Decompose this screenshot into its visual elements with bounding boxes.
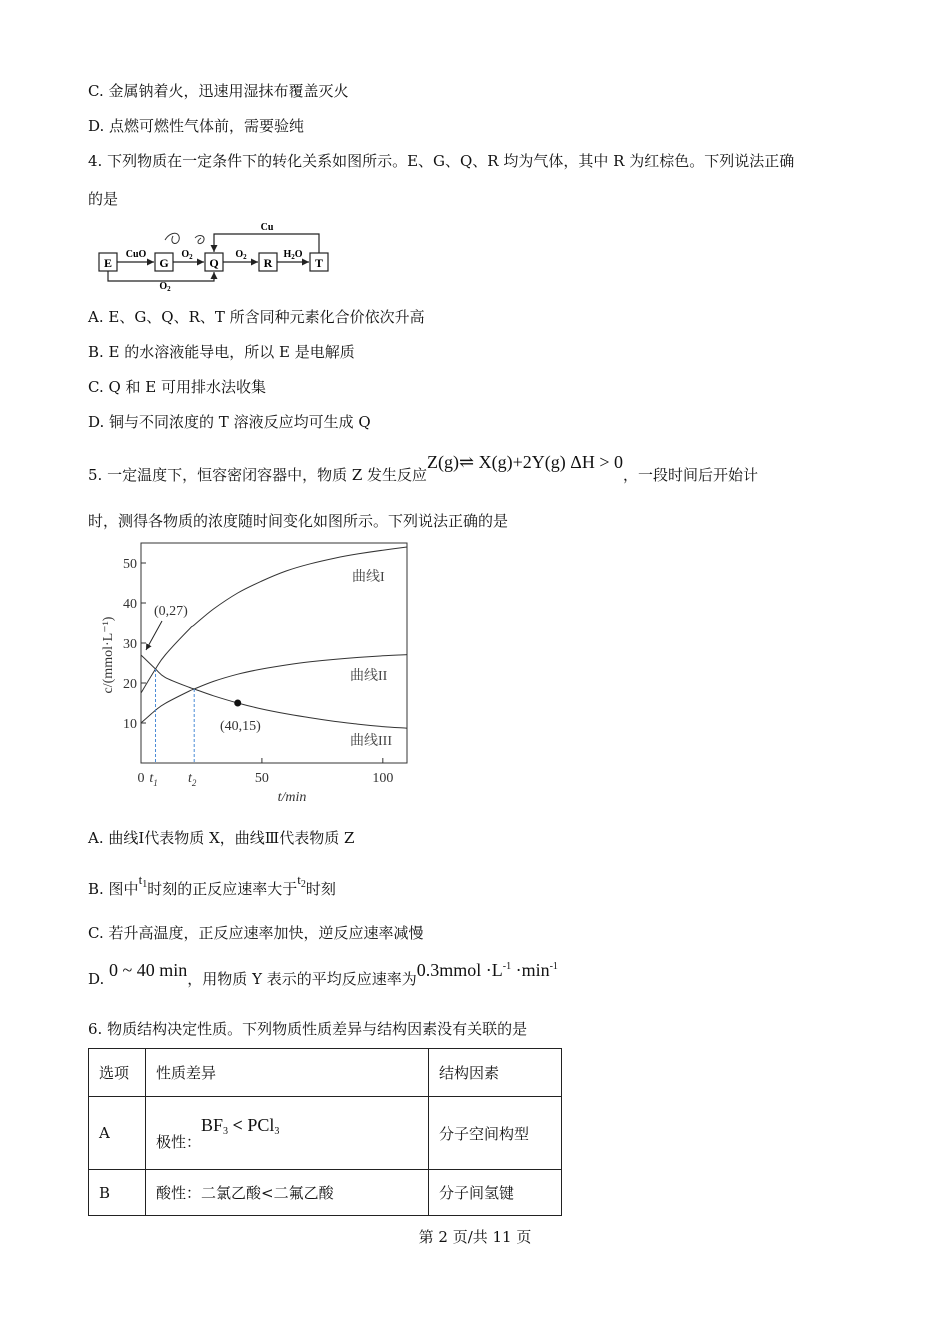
row-a-factor: 分子空间构型 — [429, 1097, 562, 1170]
q3-option-c: C. 金属钠着火，迅速用湿抹布覆盖灭火 — [88, 82, 349, 100]
q5-stem-b: ，一段时间后开始计 — [622, 466, 758, 484]
q5-option-d-range: 0 ~ 40 min — [109, 960, 188, 980]
q5-option-d-rate: 0.3mmol $\cdot L^{-1} \cdot\min^{-1}$ — [416, 960, 558, 980]
label-e-g: CuO — [125, 249, 147, 260]
table-row — [89, 1097, 562, 1170]
y-tick-label: 30 — [123, 637, 137, 652]
q5-option-b-text-c: 时刻 — [305, 880, 336, 898]
t-marker-label: $t_2$ — [188, 771, 197, 788]
node-q: Q — [209, 256, 219, 270]
node-t: T — [314, 256, 324, 270]
row-b-factor: 分子间氢键 — [429, 1170, 562, 1216]
header-property: 性质差异 — [146, 1049, 429, 1097]
label-e-q: $O_2$ — [159, 281, 171, 293]
annotation-arrow — [146, 621, 162, 650]
q5-option-b-t2: $t_2$ — [297, 872, 306, 890]
q5-stem-a: 5. 一定温度下，恒容密闭容器中，物质 Z 发生反应 — [88, 466, 428, 484]
q5-concentration-chart — [90, 535, 420, 810]
series-label-1: 曲线I — [352, 570, 385, 585]
q4-option-a: A. E、G、Q、R、T 所含同种元素化合价依次升高 — [88, 308, 425, 326]
q5-option-b-t1: $t_1$ — [138, 872, 148, 890]
q5-option-d — [88, 960, 558, 989]
q6-table — [88, 1048, 562, 1216]
q4-option-b: B. E 的水溶液能导电，所以 E 是电解质 — [88, 343, 355, 361]
q5-option-d-text: ，用物质 Y 表示的平均反应速率为 — [187, 970, 417, 988]
y-tick-label: 40 — [123, 597, 137, 612]
q5-option-b-text-a: B. 图中 — [88, 880, 139, 898]
q5-option-c: C. 若升高温度，正反应速率加快，逆反应速率减慢 — [88, 924, 424, 942]
arrow-e-q — [108, 271, 214, 281]
label-g-q: $O_2$ — [181, 249, 193, 261]
node-r: R — [263, 256, 273, 270]
q5-stem-line2: 时，测得各物质的浓度随时间变化如图所示。下列说法正确的是 — [88, 512, 509, 530]
series-curve-3 — [141, 655, 407, 728]
table-header-row — [89, 1049, 562, 1097]
series-label-2: 曲线II — [350, 669, 388, 684]
q5-option-a: A. 曲线Ⅰ代表物质 X，曲线Ⅲ代表物质 Z — [88, 829, 355, 847]
series-label-3: 曲线III — [350, 734, 392, 749]
label-r-t: $H_2O$ — [283, 249, 303, 261]
header-option: 选项 — [89, 1049, 146, 1097]
q5-option-b — [88, 872, 336, 899]
label-t-q: Cu — [260, 222, 274, 233]
q5-option-b-text-b: 时刻的正反应速率大于 — [147, 880, 298, 898]
row-a-option: A — [89, 1097, 146, 1170]
q5-option-d-letter: D. — [88, 970, 105, 988]
page-footer: 第 2 页/共 11 页 — [418, 1228, 532, 1246]
x-tick-label: 50 — [254, 771, 269, 786]
node-g: G — [159, 256, 169, 270]
label-q-r: $O_2$ — [235, 249, 247, 261]
header-factor: 结构因素 — [429, 1049, 562, 1097]
t-marker-label: $t_1$ — [149, 771, 158, 788]
series-curve-2 — [141, 655, 407, 723]
node-e: E — [103, 256, 113, 270]
q4-stem-line2: 的是 — [88, 190, 119, 208]
table-row — [89, 1170, 562, 1216]
row-a-formula: $BF_3 < PCl_3$ — [201, 1114, 280, 1137]
x-tick-label: 100 — [372, 771, 394, 786]
y-tick-label: 50 — [123, 557, 137, 572]
data-point-40-15 — [234, 700, 241, 707]
arrow-t-q — [214, 234, 319, 253]
row-a-property: 极性：$BF_3 < PCl_3$ — [146, 1097, 429, 1170]
row-b-property: 酸性：二氯乙酸<二氟乙酸 — [146, 1170, 429, 1216]
q4-option-d: D. 铜与不同浓度的 T 溶液反应均可生成 Q — [88, 413, 371, 431]
y-tick-label: 20 — [123, 677, 137, 692]
q5-stem-line1 — [88, 452, 758, 485]
row-b-option: B — [89, 1170, 146, 1216]
q3-option-d: D. 点燃可燃性气体前，需要验纯 — [88, 117, 305, 135]
scribble-mark — [165, 233, 204, 243]
x-axis-label: t/min — [277, 790, 307, 805]
annotation-0-27: (0,27) — [154, 604, 188, 619]
y-tick-label: 10 — [123, 717, 137, 732]
q4-conversion-diagram — [95, 218, 345, 293]
q4-stem-line1: 4. 下列物质在一定条件下的转化关系如图所示。E、G、Q、R 均为气体，其中 R 为红棕色。下列说法正确 — [88, 152, 795, 170]
q4-option-c: C. Q 和 E 可用排水法收集 — [88, 378, 267, 396]
annotation-40-15: (40,15) — [220, 719, 261, 734]
q5-reaction: Z(g)⇌ X(g)+2Y(g) ΔH > 0 — [427, 452, 623, 472]
q6-stem: 6. 物质结构决定性质。下列物质性质差异与结构因素没有关联的是 — [88, 1020, 528, 1038]
x-tick-label: 0 — [137, 771, 145, 786]
y-axis-label: c/(mmol·L⁻¹) — [101, 616, 116, 694]
